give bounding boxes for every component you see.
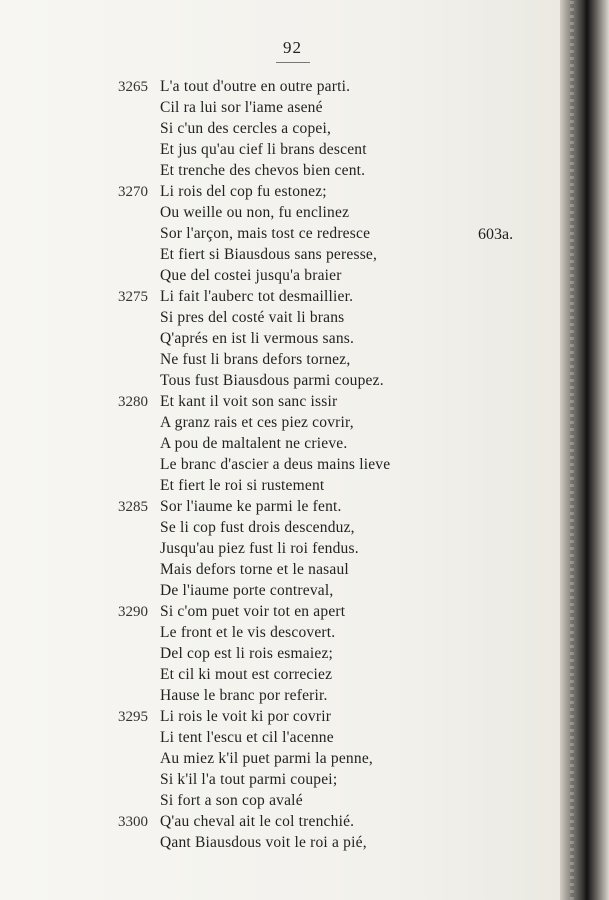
verse-text: Q'au cheval ait le col trenchié. xyxy=(160,813,355,830)
verse-text: Q'aprés en ist li vermous sans. xyxy=(160,330,355,347)
verse-line xyxy=(118,685,390,706)
verse-text: Le branc d'ascier a deus mains lieve xyxy=(160,456,391,473)
verse-line xyxy=(118,370,390,391)
verse-line xyxy=(118,181,390,202)
verse-text: Et jus qu'au cief li brans descent xyxy=(160,141,367,158)
verse-number: 3270 xyxy=(118,184,148,200)
verse-line xyxy=(118,223,390,244)
verse-text: Del cop est li rois esmaiez; xyxy=(160,645,334,662)
verse-line xyxy=(118,265,390,286)
verse-text: L'a tout d'outre en outre parti. xyxy=(160,78,351,95)
verse-line xyxy=(118,286,390,307)
verse-text: A granz rais et ces piez covrir, xyxy=(160,414,354,431)
verse-text: Hause le branc por referir. xyxy=(160,687,328,704)
verse-number: 3300 xyxy=(118,814,148,830)
verse-line xyxy=(118,307,390,328)
verse-line xyxy=(118,412,390,433)
verse-line xyxy=(118,76,390,97)
verse-line xyxy=(118,811,390,832)
verse-text: Que del costei jusqu'a braier xyxy=(160,267,342,284)
verse-text: Li rois del cop fu estonez; xyxy=(160,183,327,200)
verse-number: 3295 xyxy=(118,709,148,725)
verse-line xyxy=(118,664,390,685)
page-number: 92 xyxy=(0,38,585,63)
verse-text: Et kant il voit son sanc issir xyxy=(160,393,338,410)
verse-text: Au miez k'il puet parmi la penne, xyxy=(160,750,373,767)
verse-text: A pou de maltalent ne crieve. xyxy=(160,435,348,452)
verse-line xyxy=(118,349,390,370)
verse-text: Si fort a son cop avalé xyxy=(160,792,303,809)
verse-line xyxy=(118,790,390,811)
verse-text: De l'iaume porte contreval, xyxy=(160,582,334,599)
verse-line xyxy=(118,433,390,454)
verse-line xyxy=(118,202,390,223)
verse-line xyxy=(118,160,390,181)
verse-line xyxy=(118,580,390,601)
verse-text: Si c'un des cercles a copei, xyxy=(160,120,332,137)
verse-text: Sor l'iaume ke parmi le fent. xyxy=(160,498,342,515)
verse-text: Ne fust li brans defors tornez, xyxy=(160,351,351,368)
verse-line xyxy=(118,118,390,139)
verse-text: Si k'il l'a tout parmi coupei; xyxy=(160,771,338,788)
verse-text: Tous fust Biausdous parmi coupez. xyxy=(160,372,384,389)
verse-text: Li rois le voit ki por covrir xyxy=(160,708,332,725)
verse-line xyxy=(118,643,390,664)
verse-line xyxy=(118,454,390,475)
verse-line xyxy=(118,727,390,748)
verse-text: Mais defors torne et le nasaul xyxy=(160,561,349,578)
verse-line xyxy=(118,496,390,517)
verse-text: Et fiert si Biausdous sans peresse, xyxy=(160,246,378,263)
verse-line xyxy=(118,538,390,559)
verse-line xyxy=(118,328,390,349)
verse-line xyxy=(118,244,390,265)
verse-text: Qant Biausdous voit le roi a pié, xyxy=(160,834,367,851)
verse-text: Si pres del costé vait li brans xyxy=(160,309,345,326)
verse-line xyxy=(118,391,390,412)
verse-text: Le front et le vis descovert. xyxy=(160,624,336,641)
verse-text: Si c'om puet voir tot en apert xyxy=(160,603,346,620)
verse-line xyxy=(118,769,390,790)
verse-line xyxy=(118,517,390,538)
verse-list xyxy=(118,76,390,853)
book-binding-edge xyxy=(560,0,609,900)
verse-number: 3280 xyxy=(118,394,148,410)
verse-number: 3265 xyxy=(118,79,148,95)
verse-number: 3290 xyxy=(118,604,148,620)
verse-line xyxy=(118,559,390,580)
verse-text: Ou weille ou non, fu enclinez xyxy=(160,204,350,221)
verse-text: Li tent l'escu et cil l'acenne xyxy=(160,729,334,746)
verse-text: Li fait l'auberc tot desmaillier. xyxy=(160,288,354,305)
verse-line xyxy=(118,475,390,496)
verse-text: Se li cop fust drois descenduz, xyxy=(160,519,355,536)
verse-line xyxy=(118,832,390,853)
verse-text: Sor l'arçon, mais tost ce redresce xyxy=(160,225,371,242)
verse-text: Jusqu'au piez fust li roi fendus. xyxy=(160,540,359,557)
marginal-note: 603a. xyxy=(478,226,514,243)
verse-number: 3285 xyxy=(118,499,148,515)
verse-line xyxy=(118,97,390,118)
verse-line xyxy=(118,601,390,622)
verse-line xyxy=(118,622,390,643)
verse-text: Et cil ki mout est correciez xyxy=(160,666,333,683)
verse-line xyxy=(118,748,390,769)
verse-text: Et trenche des chevos bien cent. xyxy=(160,162,366,179)
verse-text: Cil ra lui sor l'iame asené xyxy=(160,99,323,116)
verse-number: 3275 xyxy=(118,289,148,305)
verse-line xyxy=(118,139,390,160)
verse-text: Et fiert le roi si rustement xyxy=(160,477,325,494)
verse-line xyxy=(118,706,390,727)
